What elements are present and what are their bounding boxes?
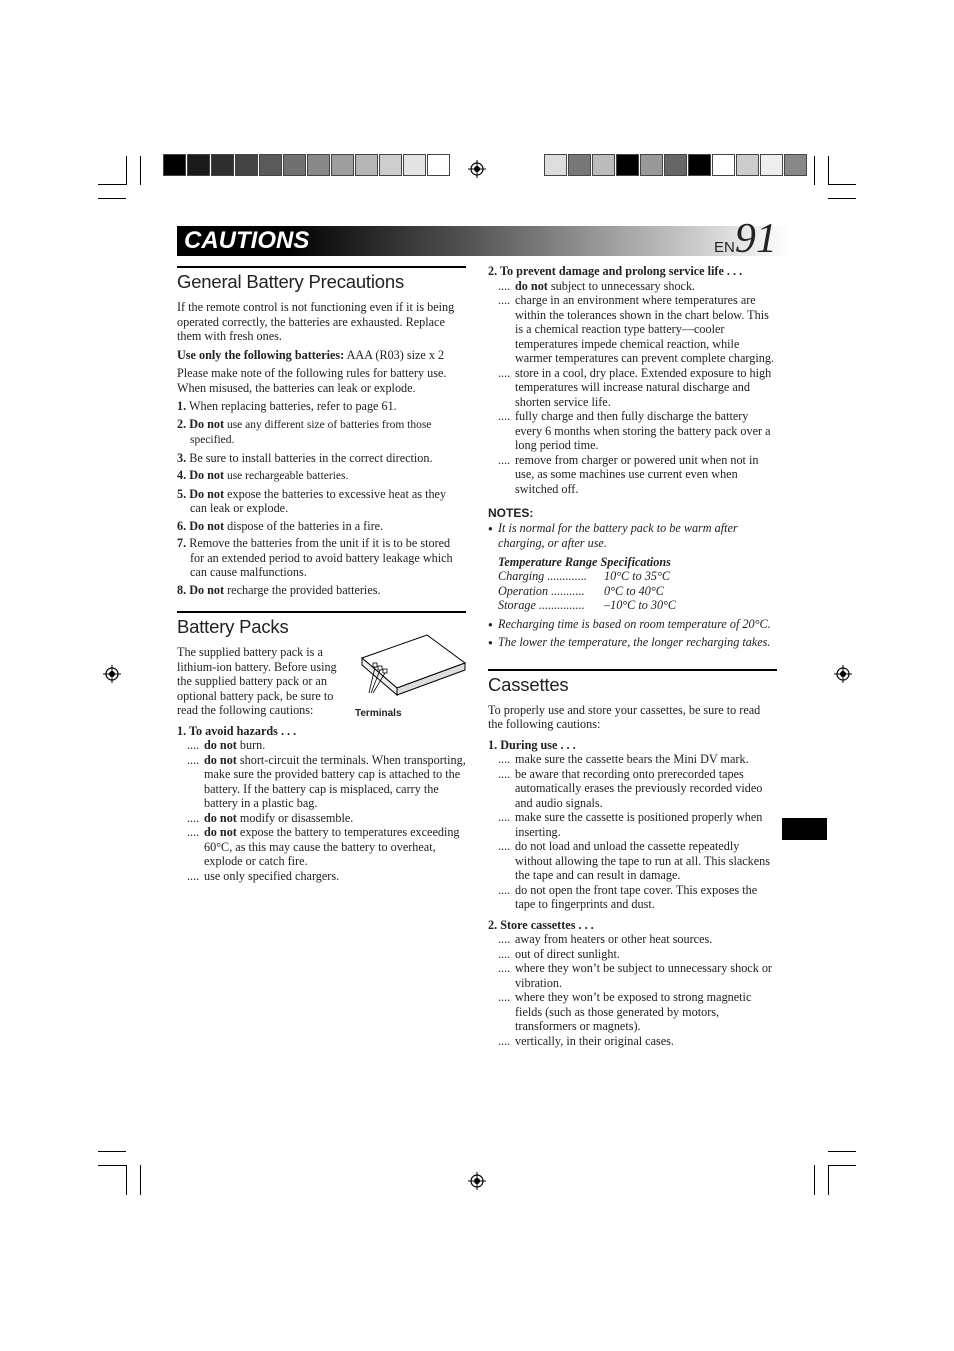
item-emphasis: Do not bbox=[189, 486, 225, 501]
list-item: .... vertically, in their original cases. bbox=[498, 1034, 777, 1049]
item-emphasis: Do not bbox=[189, 416, 225, 431]
color-bar-left bbox=[163, 154, 451, 176]
item-emphasis: do not bbox=[515, 278, 548, 293]
item-number: 7. bbox=[177, 536, 187, 550]
registration-mark-icon bbox=[468, 1172, 486, 1190]
item-text: subject to unnecessary shock. bbox=[547, 278, 696, 293]
item-number: 8. bbox=[177, 582, 187, 597]
packs-intro: The supplied battery pack is a lithium-ion battery. Before using the supplied battery pack or an optional battery pack, be sure to read the following cautions: bbox=[177, 645, 337, 717]
item-emphasis: do not bbox=[204, 752, 237, 767]
item-text: dispose of the batteries in a fire. bbox=[224, 518, 384, 533]
use-only-line bbox=[177, 348, 466, 363]
list-item bbox=[498, 453, 777, 497]
temperature-table-heading: Temperature Range Specifications bbox=[498, 554, 671, 569]
item-number: 4. bbox=[177, 468, 187, 482]
temperature-row bbox=[498, 584, 777, 599]
list-item: .... make sure the cassette is positioned properly when inserting. bbox=[498, 810, 777, 839]
item-text: Remove the batteries from the unit if it is to be stored for an extended period to avoid battery leakage which can cause malfunctions. bbox=[189, 536, 453, 579]
registration-mark-icon bbox=[834, 665, 852, 683]
item-text: modify or disassemble. bbox=[236, 810, 354, 825]
use-only-value: AAA (R03) size x 2 bbox=[344, 347, 445, 362]
battery-packs-intro-block bbox=[177, 645, 466, 718]
cassettes-intro: To properly use and store your cassettes, be sure to read the following cautions: bbox=[488, 702, 761, 731]
item-text: charge in an environment where temperatures are within the tolerances shown in the chart below. This is a chemical reaction type battery—cooler temperatures impede chemical reaction, while warmer temperatures can prevent complete charging. bbox=[515, 293, 774, 365]
list-item bbox=[177, 487, 466, 516]
item-text: When replacing batteries, refer to page 61. bbox=[188, 399, 397, 413]
list-item bbox=[187, 825, 466, 869]
list-item bbox=[498, 409, 777, 453]
note-item: ● Recharging time is based on room temperature of 20°C. bbox=[488, 617, 777, 633]
item-number: 2. bbox=[177, 416, 187, 431]
notes-heading: NOTES: bbox=[488, 506, 534, 520]
list-item: .... where they won’t be subject to unnecessary shock or vibration. bbox=[498, 961, 777, 990]
item-emphasis: Do not bbox=[189, 518, 225, 533]
list-item bbox=[498, 293, 777, 366]
item-text: recharge the provided batteries. bbox=[224, 582, 381, 597]
store-cassettes-subheading: 2. Store cassettes . . . bbox=[488, 917, 594, 932]
section-heading-cassettes: Cassettes bbox=[488, 669, 777, 697]
item-text: short-circuit the terminals. When transporting, make sure the provided battery cap is attached to the battery. If the battery cap is misplaced, carry the battery in a plastic bag. bbox=[204, 752, 466, 810]
list-item bbox=[187, 753, 466, 811]
page-title: CAUTIONS bbox=[184, 227, 310, 254]
page-number bbox=[714, 218, 777, 260]
item-number: 5. bbox=[177, 486, 187, 501]
list-item bbox=[177, 468, 466, 484]
language-code: EN bbox=[714, 239, 735, 256]
registration-mark-icon bbox=[103, 665, 121, 683]
item-text: Be sure to install batteries in the correct direction. bbox=[189, 450, 433, 465]
use-only-label: Use only the following batteries: bbox=[177, 347, 345, 362]
list-item: .... do not load and unload the cassette repeatedly without allowing the tape to run at all. This slackens the tape and can result in damage. bbox=[498, 839, 777, 883]
item-emphasis: Do not bbox=[189, 468, 225, 482]
item-text: expose the battery to temperatures exceeding 60°C, as this may cause the battery to overheat, explode or catch fire. bbox=[204, 825, 460, 868]
list-item bbox=[498, 279, 777, 294]
rules-intro: Please make note of the following rules for battery use. When misused, the batteries can leak or explode. bbox=[177, 366, 447, 395]
section-heading-packs: Battery Packs bbox=[177, 611, 466, 639]
hazards-list bbox=[177, 738, 466, 883]
item-text: expose the batteries to excessive heat as they can leak or explode. bbox=[190, 486, 447, 515]
list-item bbox=[187, 738, 466, 753]
store-cassettes-list bbox=[488, 932, 777, 1048]
during-use-subheading: 1. During use . . . bbox=[488, 737, 576, 752]
note-item: ● It is normal for the battery pack to be warm after charging, or after use. bbox=[488, 521, 777, 551]
list-item bbox=[177, 519, 466, 534]
damage-list bbox=[488, 279, 777, 497]
list-item bbox=[177, 399, 466, 414]
item-number: 1. bbox=[177, 399, 187, 413]
item-text: remove from charger or powered unit when not in use, as some machines use current even when switched off. bbox=[515, 452, 759, 496]
hazards-subheading: 1. To avoid hazards . . . bbox=[177, 723, 297, 738]
list-item: .... do not open the front tape cover. This exposes the tape to fingerprints and dust. bbox=[498, 883, 777, 912]
left-column bbox=[177, 266, 466, 883]
temperature-table bbox=[498, 555, 777, 613]
list-item: .... make sure the cassette bears the Mini DV mark. bbox=[498, 752, 777, 767]
item-text: store in a cool, dry place. Extended exposure to high temperatures will increase natural discharge and shorten service life. bbox=[515, 365, 772, 409]
item-text: burn. bbox=[236, 738, 266, 752]
item-emphasis: Do not bbox=[189, 582, 225, 597]
item-number: 3. bbox=[177, 450, 187, 465]
during-use-list bbox=[488, 752, 777, 912]
temperature-label: Storage ............... bbox=[498, 598, 585, 612]
battery-pack-illustration bbox=[357, 633, 467, 703]
section-tab bbox=[782, 818, 827, 840]
section-heading-general: General Battery Precautions bbox=[177, 266, 466, 294]
list-item: .... away from heaters or other heat sources. bbox=[498, 932, 777, 947]
battery-rules-list bbox=[177, 399, 466, 597]
item-emphasis: do not bbox=[204, 738, 237, 752]
list-item bbox=[177, 536, 466, 580]
list-item bbox=[177, 451, 466, 466]
item-text: use any different size of batteries from those specified. bbox=[190, 418, 432, 446]
color-bar-right bbox=[544, 154, 808, 176]
item-text: use only specified chargers. bbox=[204, 868, 340, 883]
temperature-value: –10°C to 30°C bbox=[604, 598, 677, 612]
registration-mark-icon bbox=[468, 160, 486, 178]
temperature-value: 0°C to 40°C bbox=[604, 583, 664, 598]
general-intro: If the remote control is not functioning even if it is being operated correctly, the batteries are exhausted. Replace them with fresh ones. bbox=[177, 300, 455, 343]
item-emphasis: do not bbox=[204, 825, 237, 839]
note-item: ● The lower the temperature, the longer recharging takes. bbox=[488, 635, 777, 651]
item-text: fully charge and then fully discharge the battery every 6 months when storing the battery pack over a long period time. bbox=[515, 409, 771, 452]
damage-subheading: 2. To prevent damage and prolong service life . . . bbox=[488, 264, 743, 278]
list-item: .... out of direct sunlight. bbox=[498, 947, 777, 962]
temperature-row bbox=[498, 569, 777, 584]
list-item bbox=[498, 366, 777, 410]
temperature-value: 10°C to 35°C bbox=[604, 569, 670, 583]
list-item bbox=[187, 811, 466, 826]
list-item bbox=[177, 417, 466, 448]
item-text: use rechargeable batteries. bbox=[224, 470, 349, 482]
right-column bbox=[488, 264, 777, 1048]
terminals-label: Terminals bbox=[355, 708, 402, 719]
temperature-label: Operation ........... bbox=[498, 583, 585, 598]
item-emphasis: do not bbox=[204, 810, 237, 825]
list-item: .... be aware that recording onto prerecorded tapes automatically erases the previously recorded video and audio signals. bbox=[498, 767, 777, 811]
list-item: .... where they won’t be exposed to strong magnetic fields (such as those generated by motors, transformers or magnets). bbox=[498, 990, 777, 1034]
temperature-row bbox=[498, 598, 777, 613]
temperature-label: Charging ............. bbox=[498, 569, 587, 583]
page-number-value: 91 bbox=[734, 216, 777, 262]
list-item bbox=[177, 583, 466, 598]
item-number: 6. bbox=[177, 518, 187, 533]
list-item bbox=[187, 869, 466, 884]
